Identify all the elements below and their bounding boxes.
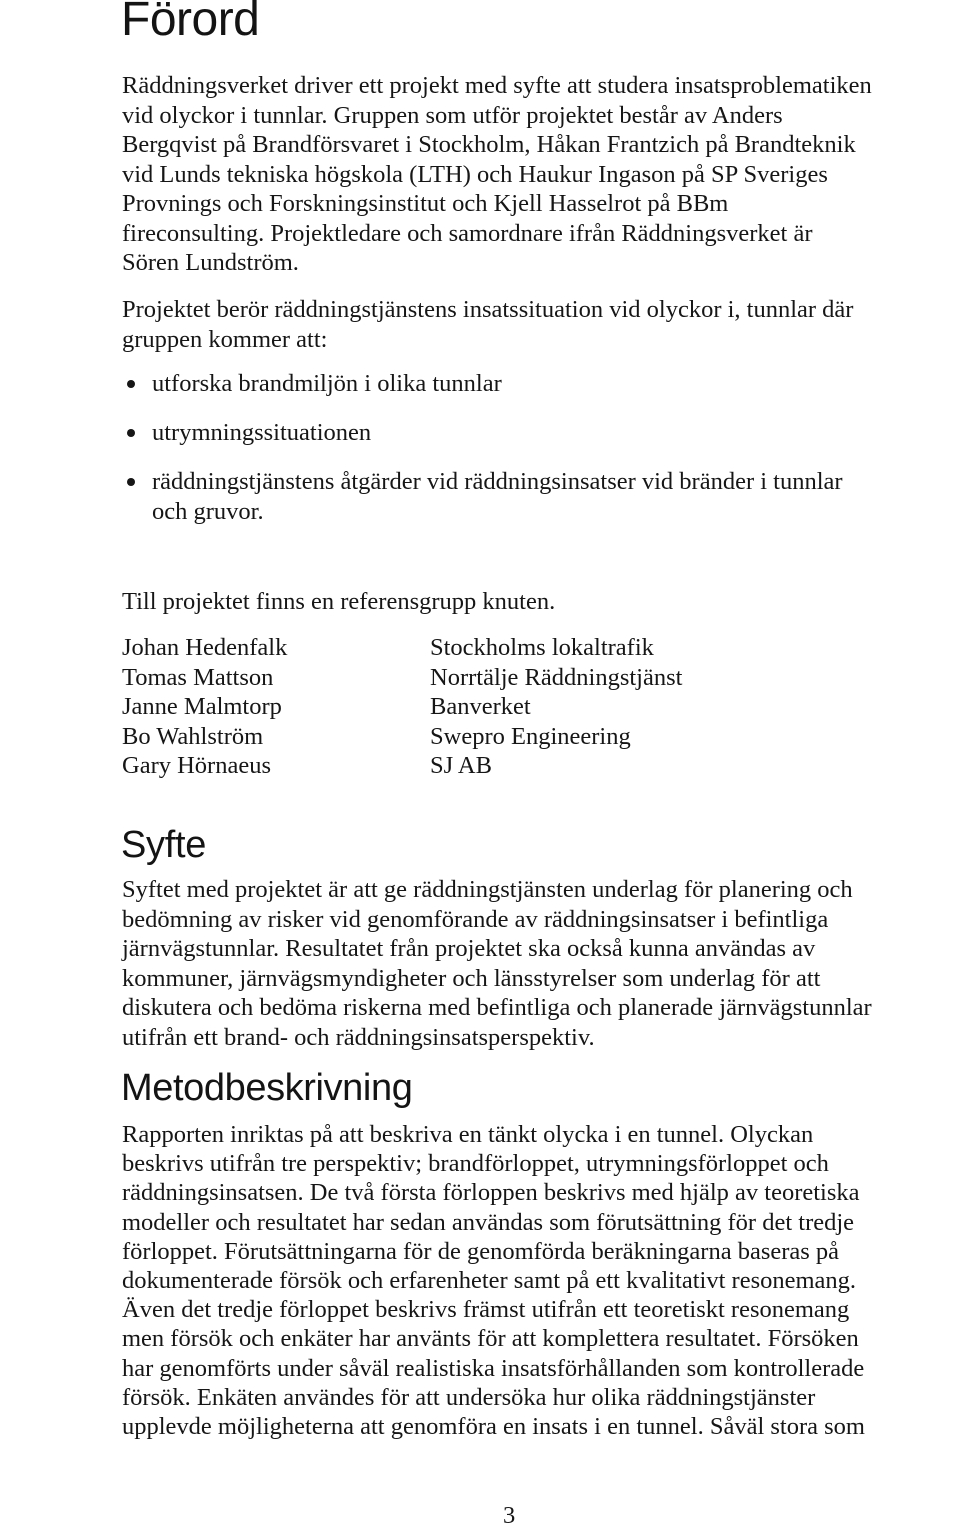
text-line: Räddningsverket driver ett projekt med syfte att studera insatsproblematiken — [122, 72, 872, 99]
text-line: men försök och enkäter har använts för att komplettera resultatet. Försöken — [122, 1325, 859, 1353]
text-line: gruppen kommer att: — [122, 325, 328, 353]
member-name: Janne Malmtorp — [122, 693, 282, 720]
text-line: kommuner, järnvägsmyndigheter och länsstyrelser som underlag för att — [122, 964, 821, 992]
bullet-text — [152, 369, 502, 399]
text-line: Bergqvist på Brandförsvaret i Stockholm, Håkan Frantzich på Brandteknik — [122, 131, 856, 158]
table-row — [122, 663, 822, 693]
member-name: Bo Wahlström — [122, 722, 264, 750]
bullet-dot-icon — [127, 380, 135, 388]
text-line: Rapporten inriktas på att beskriva en tänkt olycka i en tunnel. Olyckan — [122, 1121, 814, 1148]
text-line: vid olyckor i tunnlar. Gruppen som utför projektet består av Anders — [122, 101, 783, 129]
text-line: fireconsulting. Projektledare och samordnare ifrån Räddningsverket är — [122, 219, 813, 247]
text-line: räddningstjänstens åtgärder vid räddningsinsatser vid bränder i tunnlar — [152, 468, 843, 495]
reference-group-table — [122, 633, 822, 781]
member-organisation: Norrtälje Räddningstjänst — [430, 663, 683, 691]
paragraph-intro — [122, 71, 872, 278]
member-organisation: SJ AB — [430, 752, 492, 779]
text-line: Provnings och Forskningsinstitut och Kjell Hasselrot på BBm — [122, 190, 729, 217]
text-line: och gruvor. — [152, 497, 264, 525]
text-line: utrymningssituationen — [152, 419, 372, 446]
paragraph-scope — [122, 295, 853, 354]
table-row — [122, 751, 822, 781]
bullet-dot-icon — [127, 429, 135, 437]
page-number: 3 — [503, 1502, 516, 1529]
text-line: upplevde möjligheterna att genomföra en insats i en tunnel. Såväl stora som — [122, 1412, 865, 1440]
text-line: Sören Lundström. — [122, 249, 299, 276]
paragraph-syfte — [122, 875, 872, 1052]
text-line: modeller och resultatet har sedan användas som förutsättning för det tredje — [122, 1208, 855, 1236]
table-row — [122, 722, 822, 752]
member-name: Gary Hörnaeus — [122, 752, 271, 779]
table-row — [122, 692, 822, 722]
member-organisation: Banverket — [430, 693, 531, 720]
text-line: utforska brandmiljön i olika tunnlar — [152, 370, 502, 397]
text-line: förloppet. Förutsättningarna för de genomförda beräkningarna baseras på — [122, 1237, 840, 1265]
heading-syfte: Syfte — [121, 824, 207, 866]
member-name: Johan Hedenfalk — [122, 634, 288, 661]
heading-forord: Förord — [121, 0, 260, 46]
text-line: Till projektet finns en referensgrupp knuten. — [122, 588, 556, 615]
text-line: har genomförts under såväl realistiska insatsförhållanden som kontrollerade — [122, 1354, 865, 1382]
text-line: diskutera och bedöma riskerna med befintliga och planerade järnvägstunnlar — [122, 994, 872, 1021]
text-line: järnvägstunnlar. Resultatet från projektet ska också kunna användas av — [122, 935, 816, 962]
text-line: bedömning av risker vid genomförande av räddningsinsatser i befintliga — [122, 905, 829, 933]
member-organisation: Stockholms lokaltrafik — [430, 634, 654, 661]
text-line: Syftet med projektet är att ge räddningstjänsten underlag för planering och — [122, 876, 853, 903]
member-organisation: Swepro Engineering — [430, 722, 631, 750]
paragraph-reference-intro — [122, 587, 555, 617]
table-row — [122, 633, 822, 663]
text-line: Även det tredje förloppet beskrivs främst utifrån ett teoretiskt resonemang — [122, 1296, 850, 1324]
text-line: vid Lunds tekniska högskola (LTH) och Haukur Ingason på SP Sveriges — [122, 160, 828, 188]
text-line: utifrån ett brand- och räddningsinsatsperspektiv. — [122, 1023, 595, 1051]
heading-metodbeskrivning: Metodbeskrivning — [121, 1067, 413, 1109]
text-line: dokumenterade försök och erfarenheter samt på ett kvalitativt resonemang. — [122, 1266, 857, 1294]
bullet-text — [152, 467, 843, 526]
bullet-text — [152, 418, 371, 448]
text-line: räddningsinsatsen. De två första förloppen beskrivs med hjälp av teoretiska — [122, 1179, 860, 1207]
paragraph-metodbeskrivning — [122, 1120, 865, 1441]
member-name: Tomas Mattson — [122, 663, 274, 691]
text-line: försök. Enkäten användes för att undersöka hur olika räddningstjänster — [122, 1383, 816, 1411]
text-line: Projektet berör räddningstjänstens insatssituation vid olyckor i, tunnlar där — [122, 296, 854, 323]
text-line: beskrivs utifrån tre perspektiv; brandförloppet, utrymningsförloppet och — [122, 1150, 829, 1178]
bullet-dot-icon — [127, 478, 135, 486]
